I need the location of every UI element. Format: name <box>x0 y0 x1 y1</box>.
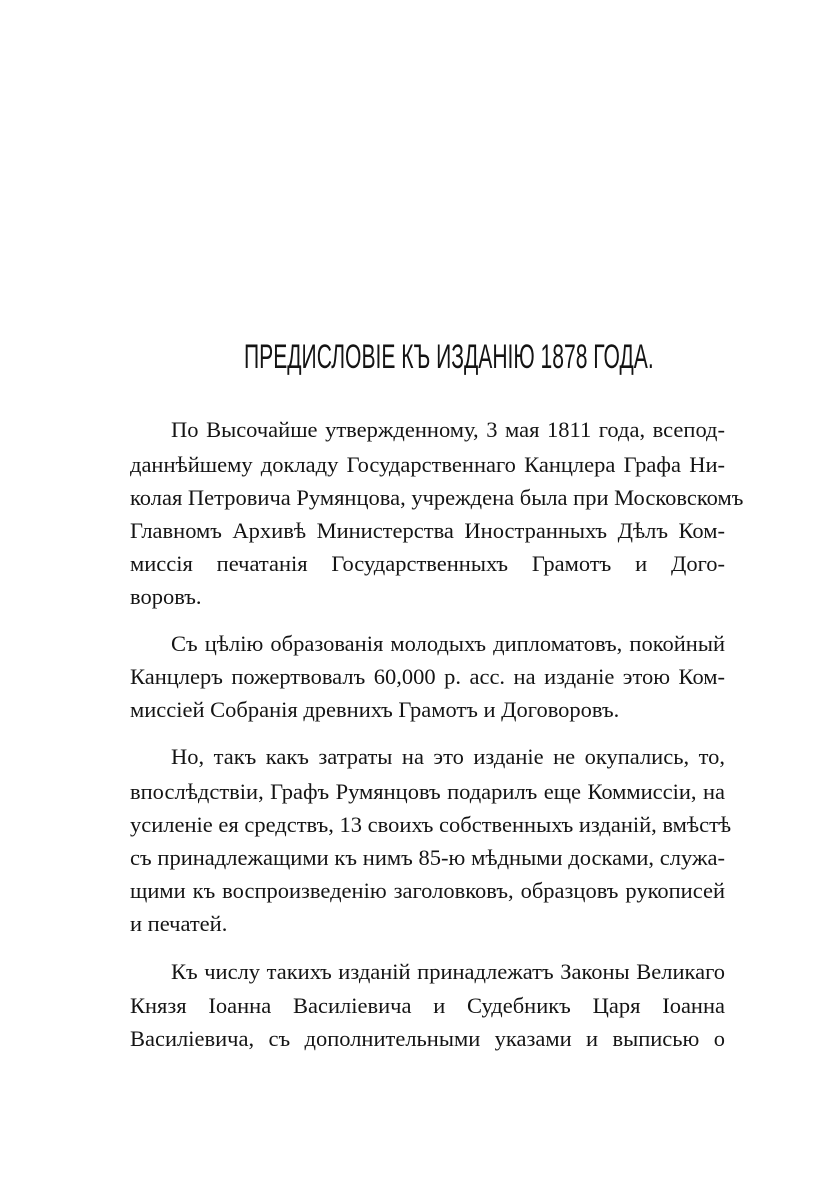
paragraph-1-line-2: даннѣйшему докладу Государственнаго Канцлера Графа Ни- <box>130 452 725 477</box>
page-title-text: ПРЕДИСЛОВІЕ КЪ ИЗДАНІЮ 1878 ГОДА. <box>244 338 654 376</box>
paragraph-1-line-4: Главномъ Архивѣ Министерства Иностранныхъ Дѣлъ Ком- <box>130 518 725 543</box>
paragraph-2-line-1: Съ цѣлію образованія молодыхъ дипломатовъ, покойный <box>171 631 725 656</box>
paragraph-3-line-3: усиленіе ея средствъ, 13 своихъ собственныхъ изданій, вмѣстѣ <box>130 812 732 837</box>
paragraph-4-line-3: Василіевича, съ дополнительными указами и выписью о <box>130 1026 725 1051</box>
paragraph-1-line-3: колая Петровича Румянцова, учреждена была при Московскомъ <box>130 485 744 510</box>
paragraph-1-line-1: По Высочайше утвержденному, 3 мая 1811 года, всепод- <box>171 417 725 442</box>
paragraph-1-line-6: воровъ. <box>130 584 202 609</box>
paragraph-1-line-5: миссія печатанія Государственныхъ Грамотъ и Дого- <box>130 551 725 576</box>
paragraph-3-line-2: впослѣдствіи, Графъ Румянцовъ подарилъ еще Коммиссіи, на <box>130 779 725 804</box>
paragraph-2-line-2: Канцлеръ пожертвовалъ 60,000 р. асс. на изданіе этою Ком- <box>130 664 725 689</box>
paragraph-2-line-3: миссіей Собранія древнихъ Грамотъ и Договоровъ. <box>130 697 620 722</box>
paragraph-4-line-1: Къ числу такихъ изданій принадлежатъ Законы Великаго <box>171 959 725 984</box>
paragraph-3-line-5: щими къ воспроизведенію заголовковъ, образцовъ рукописей <box>130 878 725 903</box>
page-title <box>244 338 654 377</box>
paragraph-4-line-2: Князя Іоанна Василіевича и Судебникъ Царя Іоанна <box>130 993 725 1018</box>
paragraph-3-line-4: съ принадлежащими къ нимъ 85-ю мѣдными досками, служа- <box>130 845 725 870</box>
paragraph-3-line-1: Но, такъ какъ затраты на это изданіе не окупались, то, <box>171 744 725 769</box>
paragraph-3-line-6: и печатей. <box>130 911 228 936</box>
